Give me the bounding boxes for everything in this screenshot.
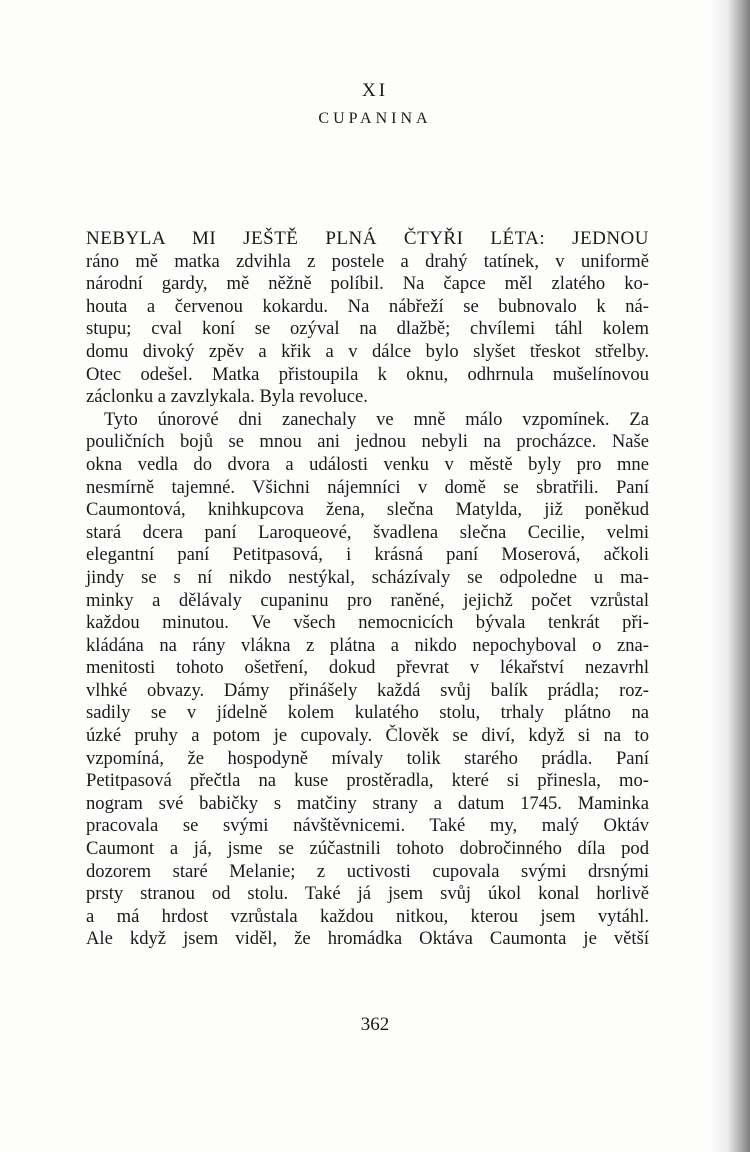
text-line: pouličních bojů se mnou ani jednou nebyli na procházce. Naše — [86, 431, 649, 453]
text-line: okna vedla do dvora a události venku v městě byly pro mne — [86, 453, 649, 475]
text-line: každou minutou. Ve všech nemocnicích bývala tenkrát při- — [86, 612, 649, 634]
text-line: národní gardy, mě něžně políbil. Na čapce měl zlatého ko- — [86, 273, 649, 295]
text-line: minky a dělávaly cupaninu pro raněné, jejichž počet vzrůstal — [86, 589, 649, 611]
text-line: vlhké obvazy. Dámy přinášely každá svůj balík prádla; roz- — [86, 679, 649, 701]
text-line: Petitpasová přečtla na kuse prostěradla, které si přinesla, mo- — [86, 770, 649, 792]
text-line: NEBYLA MI JEŠTĚ PLNÁ ČTYŘI LÉTA: JEDNOU — [86, 228, 649, 249]
text-line: jindy se s ní nikdo nestýkal, scházívaly se odpoledne u ma- — [86, 566, 649, 588]
text-line: ráno mě matka zdvihla z postele a drahý tatínek, v uniformě — [86, 250, 649, 272]
text-line: domu divoký zpěv a křik a v dálce bylo slyšet třeskot střelby. — [86, 340, 649, 362]
text-line: menitosti tohoto ošetření, dokud převrat v lékařství nezavrhl — [86, 657, 649, 679]
text-line: záclonku a zavzlykala. Byla revoluce. — [86, 386, 368, 408]
text-line: stupu; cval koní se ozýval na dlažbě; chvílemi táhl kolem — [86, 318, 649, 340]
text-line: kládána na rány vlákna z plátna a nikdo nepochyboval o zna- — [86, 634, 649, 656]
text-line: stará dcera paní Laroqueové, švadlena slečna Cecilie, velmi — [86, 521, 649, 543]
text-line: sadily se v jídelně kolem kulatého stolu, trhaly plátno na — [86, 702, 649, 724]
text-line: nogram své babičky s matčiny strany a datum 1745. Maminka — [86, 792, 649, 814]
text-line: vzpomíná, že hospodyně mívaly tolik starého prádla. Paní — [86, 747, 649, 769]
text-line: prsty stranou od stolu. Také já jsem svůj úkol konal horlivě — [86, 883, 649, 905]
text-line: Tyto únorové dni zanechaly ve mně málo vzpomínek. Za — [104, 408, 649, 430]
page-edge-shadow — [710, 0, 750, 1152]
text-line: houta a červenou kokardu. Na nábřeží se bubnovalo k ná- — [86, 295, 649, 317]
text-line: nesmírně tajemné. Všichni nájemníci v domě se sbratřili. Paní — [86, 476, 649, 498]
text-line: úzké pruhy a potom je cupovaly. Člověk se diví, když si na to — [86, 725, 649, 747]
text-line: pracovala se svými návštěvnicemi. Také my, malý Oktáv — [86, 815, 649, 837]
text-line: Caumontová, knihkupcova žena, slečna Matylda, již poněkud — [86, 499, 649, 521]
text-line: a má hrdost vzrůstala každou nitkou, kterou jsem vytáhl. — [86, 905, 649, 927]
text-line: elegantní paní Petitpasová, i krásná paní Moserová, ačkoli — [86, 544, 649, 566]
text-line: Ale když jsem viděl, že hromádka Oktáva Caumonta je větší — [86, 928, 649, 950]
text-line: Caumont a já, jsme se zúčastnili tohoto dobročinného díla pod — [86, 838, 649, 860]
text-line: Otec odešel. Matka přistoupila k oknu, odhrnula mušelínovou — [86, 363, 649, 385]
page-number: 362 — [360, 1014, 390, 1035]
chapter-title: CUPANINA — [318, 110, 432, 127]
chapter-number: XI — [361, 80, 389, 101]
text-line: dozorem staré Melanie; z uctivosti cupovala svými drsnými — [86, 860, 649, 882]
body-text — [86, 228, 649, 951]
